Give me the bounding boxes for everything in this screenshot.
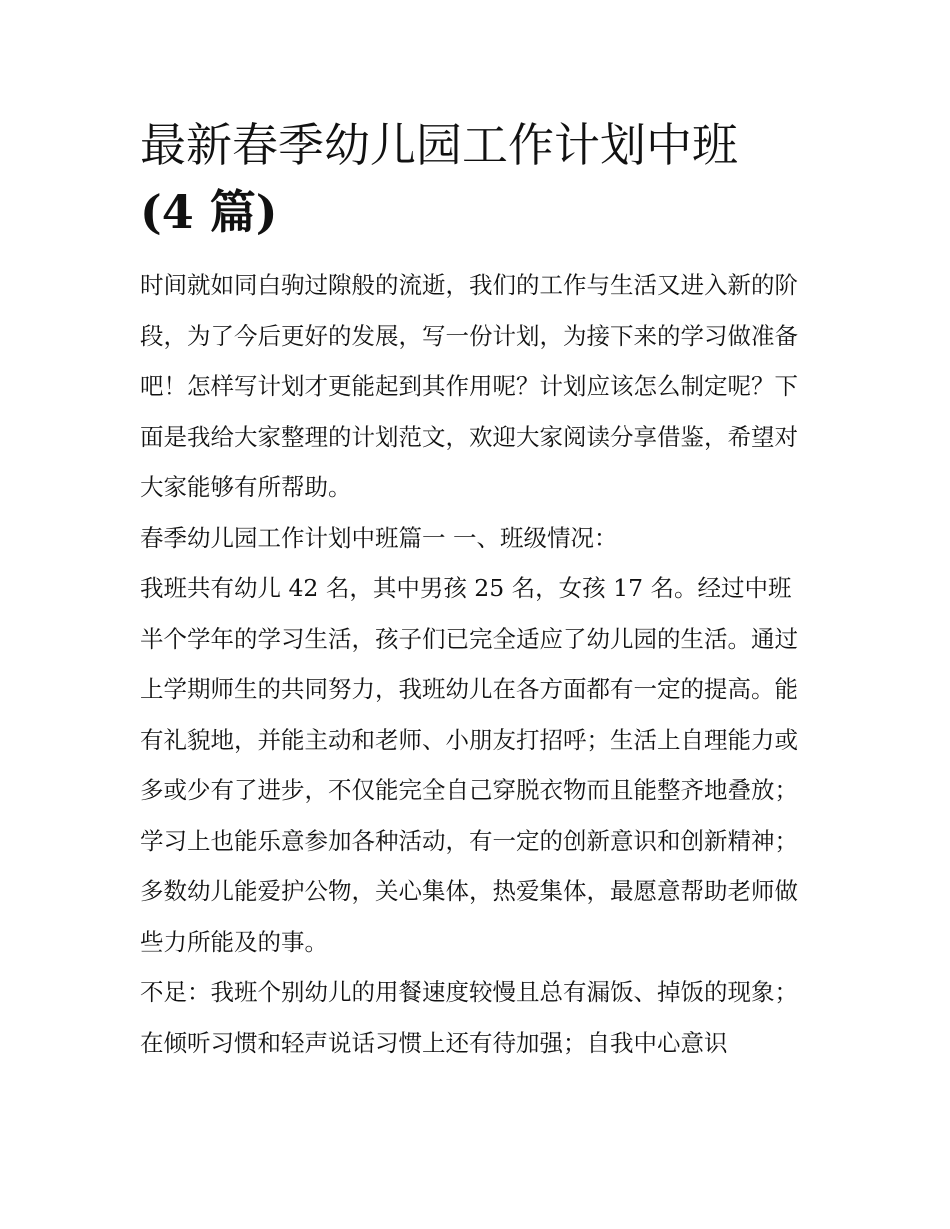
intro-paragraph: 时间就如同白驹过隙般的流逝，我们的工作与生活又进入新的阶段，为了今后更好的发展，写一份计划，为接下来的学习做准备吧！怎样写计划才更能起到其作用呢？计划应该怎么制定呢？下面是我给大家整理的计划范文，欢迎大家阅读分享借鉴，希望对大家能够有所帮助。 bbox=[140, 271, 798, 501]
document-title bbox=[140, 112, 812, 246]
class-situation-paragraph: 我班共有幼儿 42 名，其中男孩 25 名，女孩 17 名。经过中班半个学年的学习生活，孩子们已完全适应了幼儿园的生活。通过上学期师生的共同努力，我班幼儿在各方面都有一定的提高。能有礼貌地，并能主动和老师、小朋友打招呼；生活上自理能力或多或少有了进步，不仅能完全自己穿脱衣物而且能整齐地叠放；学习上也能乐意参加各种活动，有一定的创新意识和创新精神；多数幼儿能爱护公物，关心集体，热爱集体，最愿意帮助老师做些力所能及的事。 bbox=[140, 574, 798, 956]
document-content bbox=[140, 112, 812, 1068]
title-line-2: (4 篇) bbox=[140, 185, 278, 239]
shortcomings-paragraph: 不足：我班个别幼儿的用餐速度较慢且总有漏饭、掉饭的现象；在倾听习惯和轻声说话习惯上还有待加强；自我中心意识 bbox=[140, 978, 798, 1057]
section-heading-paragraph: 春季幼儿园工作计划中班篇一 一、班级情况： bbox=[140, 523, 618, 552]
title-line-1: 最新春季幼儿园工作计划中班 bbox=[140, 118, 738, 172]
